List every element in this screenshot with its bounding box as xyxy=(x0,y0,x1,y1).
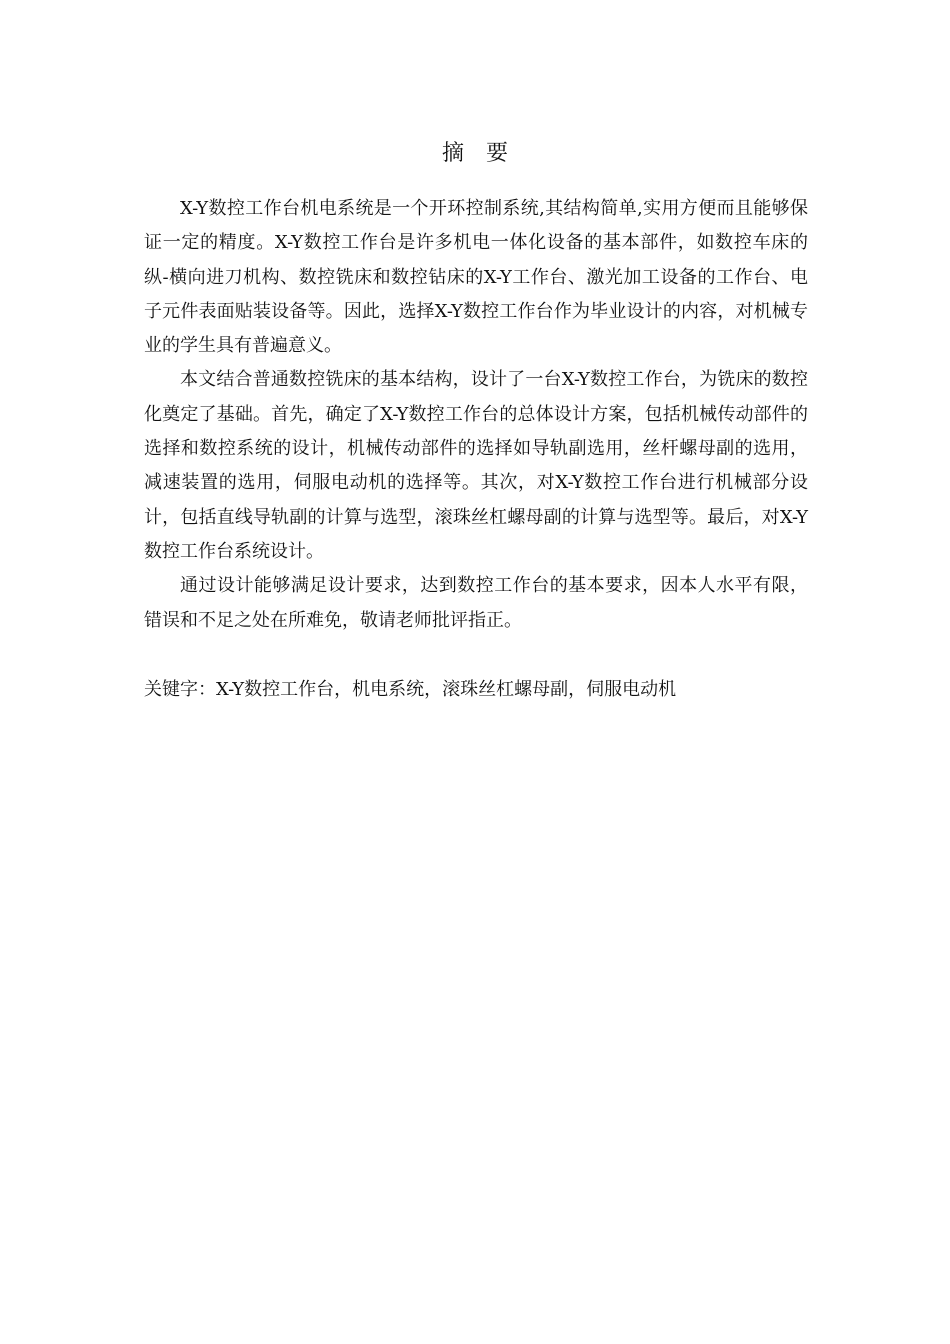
abstract-paragraph-1: X-Y数控工作台机电系统是一个开环控制系统,其结构简单,实用方便而且能够保证一定的精度。X-Y数控工作台是许多机电一体化设备的基本部件，如数控车床的纵-横向进刀机构、数控铣床和数控钻床的X-Y工作台、激光加工设备的工作台、电子元件表面贴装设备等。因此，选择X-Y数控工作台作为毕业设计的内容，对机械专业的学生具有普遍意义。 xyxy=(144,198,808,357)
keywords-line: 关键字：X-Y数控工作台，机电系统，滚珠丝杠螺母副，伺服电动机 xyxy=(144,679,677,700)
abstract-paragraph-2: 本文结合普通数控铣床的基本结构，设计了一台X-Y数控工作台，为铣床的数控化奠定了基础。首先，确定了X-Y数控工作台的总体设计方案，包括机械传动部件的选择和数控系统的设计，机械传动部件的选择如导轨副选用，丝杆螺母副的选用，减速装置的选用，伺服电动机的选择等。其次，对X-Y数控工作台进行机械部分设计，包括直线导轨副的计算与选型，滚珠丝杠螺母副的计算与选型等。最后，对X-Y数控工作台系统设计。 xyxy=(144,369,808,562)
abstract-title: 摘要 xyxy=(441,141,530,166)
abstract-body xyxy=(144,192,808,638)
abstract-paragraph-3: 通过设计能够满足设计要求，达到数控工作台的基本要求，因本人水平有限，错误和不足之处在所难免，敬请老师批评指正。 xyxy=(144,575,808,631)
